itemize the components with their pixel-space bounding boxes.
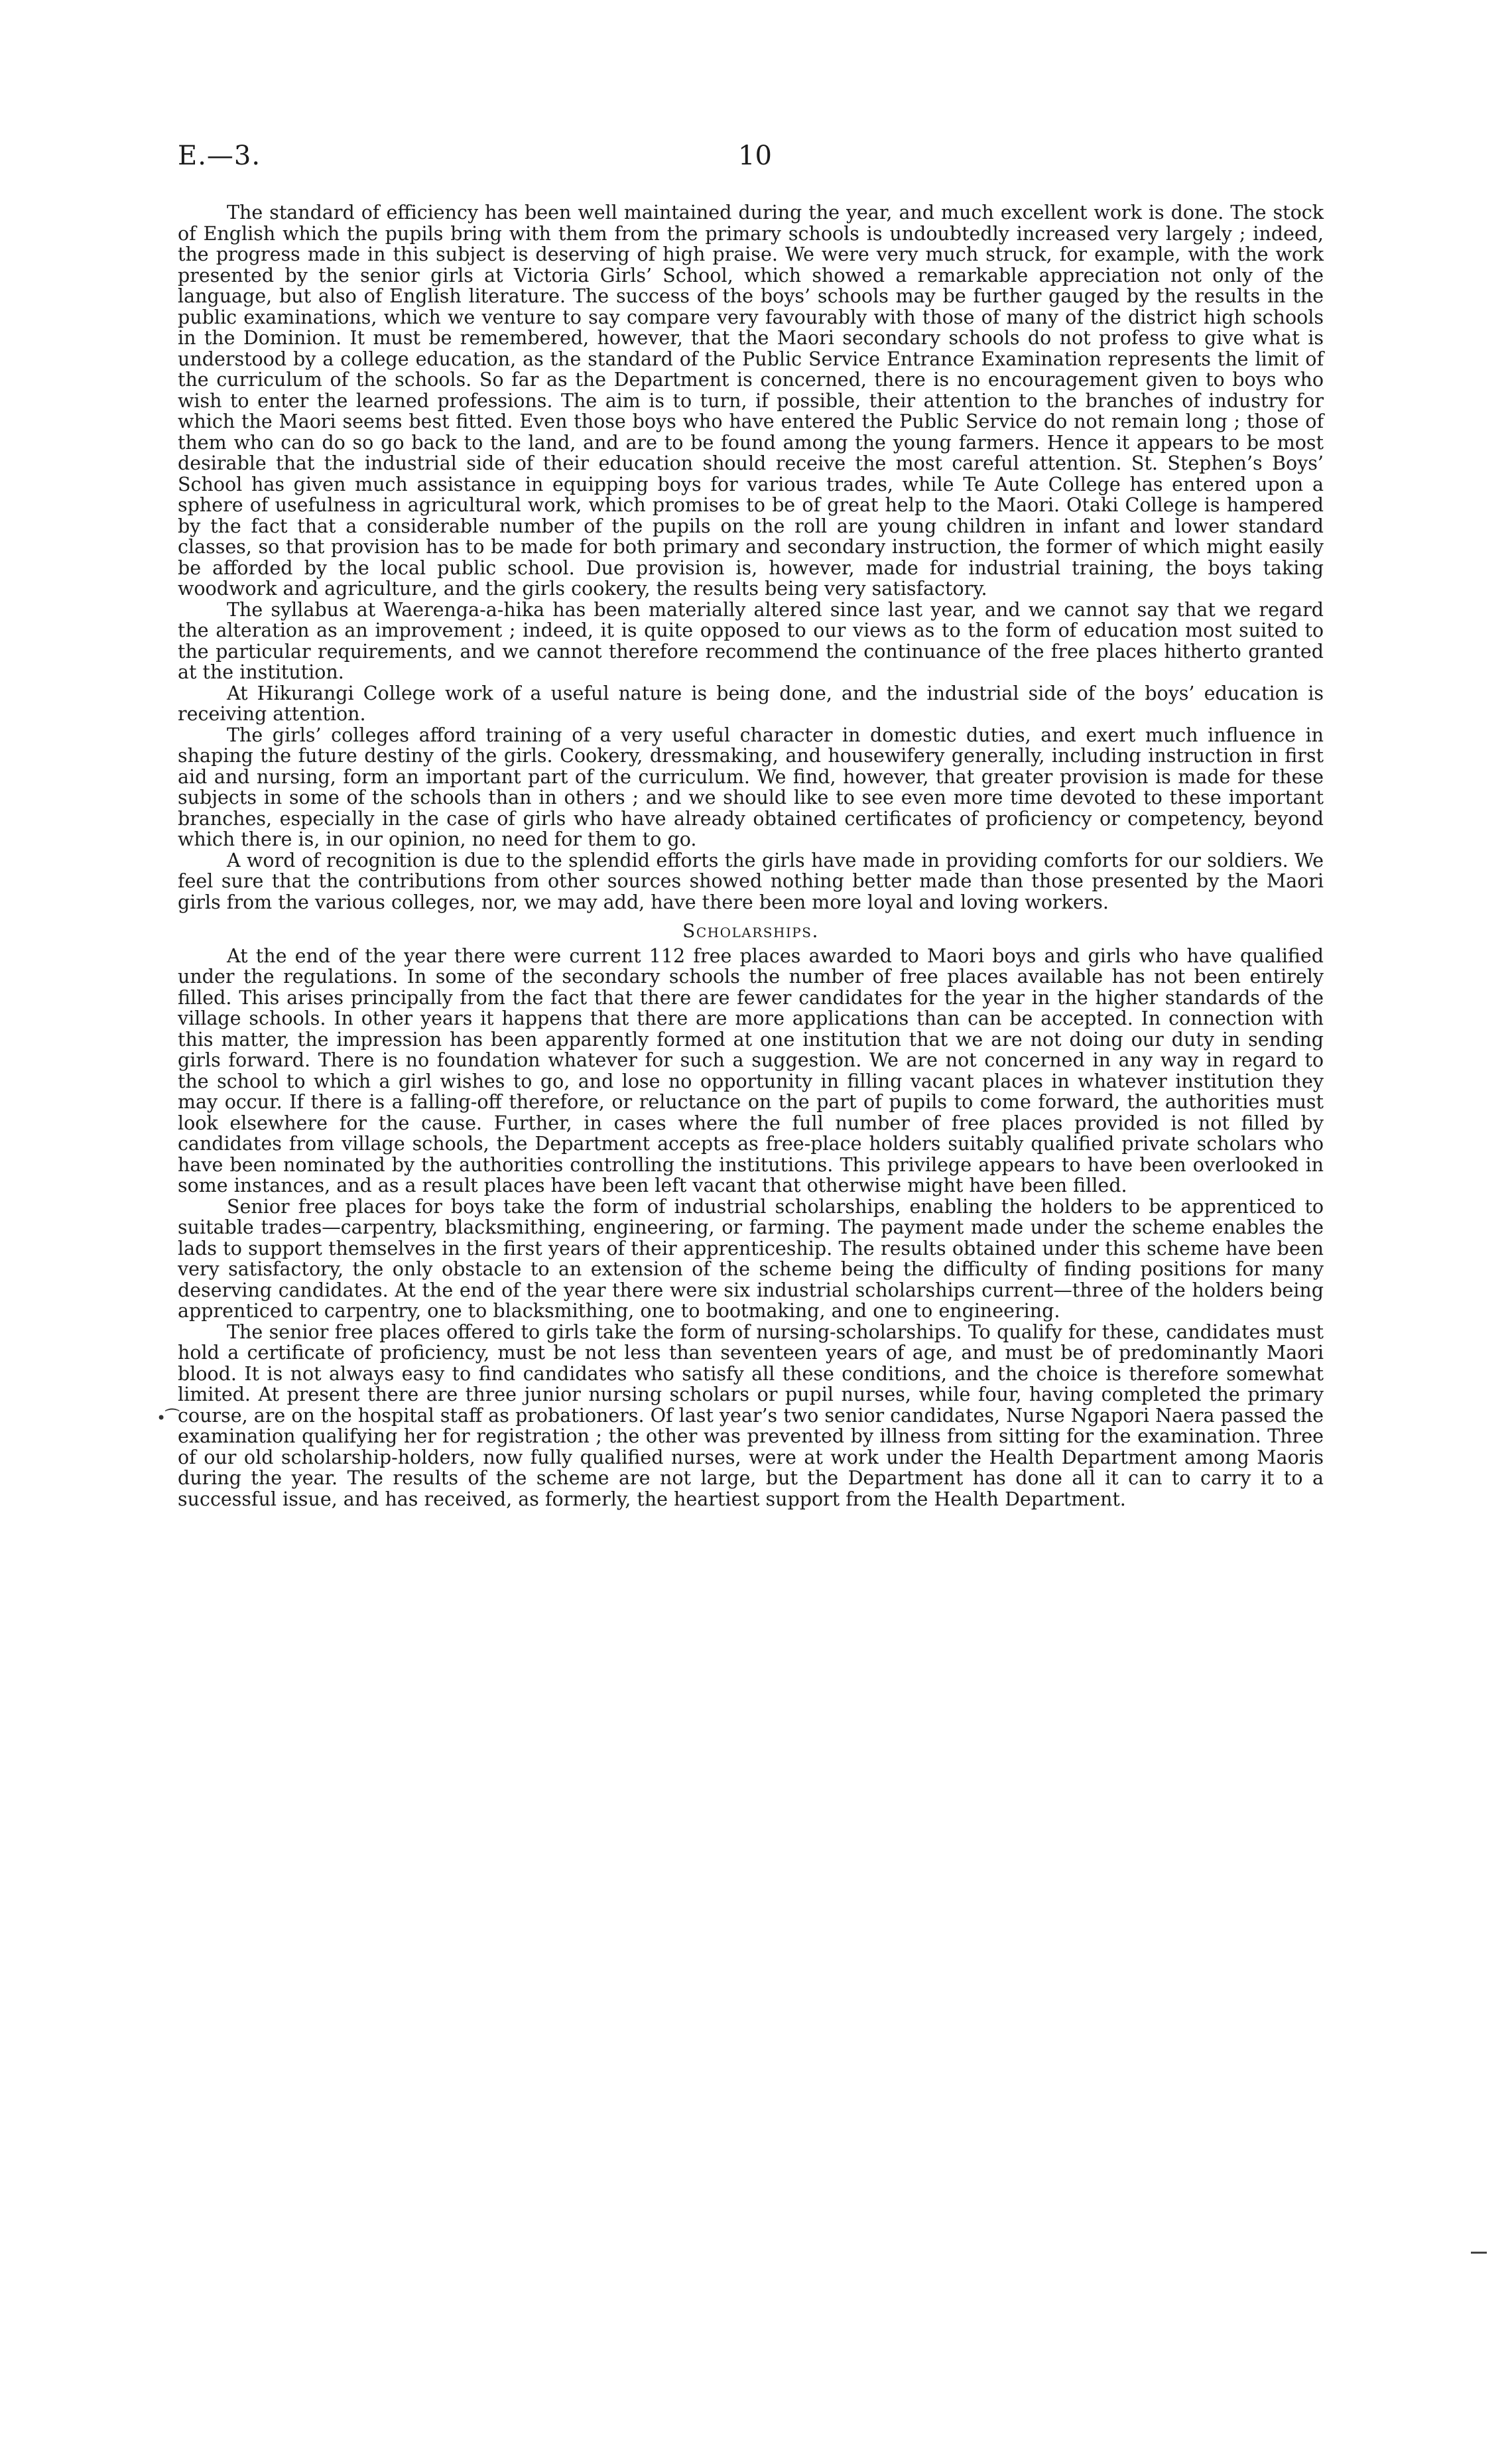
paragraph-girls-colleges: The girls’ colleges afford training of a very useful character in domestic duties, and exert much influence in shaping the future destiny of the girls. Cookery, dressmaking, and housewifery generally, including instruction in first aid and nursing, form an important part of the curriculum. We find, however, that greater provision is made for these subjects in some of the schools than in others ; and we should like to see even more time devoted to these important branches, especially in the case of girls who have already obtained certificates of proficiency or competency, beyond which there is, in our opinion, no need for them to go. (178, 724, 1324, 850)
paragraph-hikurangi: At Hikurangi College work of a useful nature is being done, and the industrial side of the boys’ education is receiving attention. (178, 682, 1324, 725)
document-reference: E.—3. (178, 141, 261, 171)
paragraph-free-places: At the end of the year there were current 112 free places awarded to Maori boys and girls who have qualified under the regulations. In some of the secondary schools the number of free places available has not been entirely filled. This arises principally from the fact that there are fewer candidates for the year in the higher standards of the village schools. In other years it happens that there are more applications than can be accepted. In connection with this matter, the impression has been apparently formed at one institution that we are not doing our duty in sending girls forward. There is no foundation whatever for such a suggestion. We are not concerned in any way in regard to the school to which a girl wishes to go, and lose no opportunity in filling vacant places in whatever institution they may occur. If there is a falling-off therefore, or reluctance on the part of pupils to come forward, the authorities must look elsewhere for the cause. Further, in cases where the full number of free places provided is not filled by candidates from village schools, the Department accepts as free-place holders suitably qualified private scholars who have been nominated by the authorities controlling the institutions. This privilege appears to have been overlooked in some instances, and as a result places have been left vacant that otherwise might have been filled. (178, 944, 1324, 1196)
margin-mark: •⁀ (157, 1409, 179, 1427)
page-number: 10 (738, 141, 772, 171)
body-text (178, 202, 1324, 1510)
paragraph-industrial-scholarships: Senior free places for boys take the form of industrial scholarships, enabling the holders to be apprenticed to suitable trades—carpentry, blacksmithing, engineering, or farming. The payment made under the scheme enables the lads to support themselves in the first years of their apprenticeship. The results obtained under this scheme have been very satisfactory, the only obstacle to an extension of the scheme being the difficulty of finding positions for many deserving candidates. At the end of the year there were six industrial scholarships current—three of the holders being apprenticed to carpentry, one to blacksmithing, one to bootmaking, and one to engineering. (178, 1195, 1324, 1322)
page-header (178, 141, 1332, 180)
paragraph-efficiency: The standard of efficiency has been well maintained during the year, and much excellent work is done. The stock of English which the pupils bring with them from the primary schools is undoubtedly increased very largely ; indeed, the progress made in this subject is deserving of high praise. We were very much struck, for example, with the work presented by the senior girls at Victoria Girls’ School, which showed a remarkable appreciation not only of the language, but also of English literature. The success of the boys’ schools may be further gauged by the results in the public examinations, which we venture to say compare very favourably with those of many of the district high schools in the Dominion. It must be remembered, however, that the Maori secondary schools do not profess to give what is understood by a college education, as the standard of the Public Service Entrance Examination represents the limit of the curriculum of the schools. So far as the Department is concerned, there is no encouragement given to boys who wish to enter the learned professions. The aim is to turn, if possible, their attention to the branches of industry for which the Maori seems best fitted. Even those boys who have entered the Public Service do not remain long ; those of them who can do so go back to the land, and are to be found among the young farmers. Hence it appears to be most desirable that the industrial side of their education should receive the most careful attention. St. Stephen’s Boys’ School has given much assistance in equipping boys for various trades, while Te Aute College has entered upon a sphere of usefulness in agricultural work, which promises to be of great help to the Maori. Otaki College is hampered by the fact that a considerable number of the pupils on the roll are young children in infant and lower standard classes, so that provision has to be made for both primary and secondary instruction, the former of which might easily be afforded by the local public school. Due provision is, however, made for industrial training, the boys taking woodwork and agriculture, and the girls cookery, the results being very satisfactory. (178, 202, 1324, 600)
section-heading-scholarships: Scholarships. (682, 920, 819, 942)
paragraph-nursing-scholarships: The senior free places offered to girls take the form of nursing-scholarships. To qualify for these, candidates must hold a certificate of proficiency, must be not less than seventeen years of age, and must be of predominantly Maori blood. It is not always easy to find candidates who satisfy all these conditions, and the choice is therefore somewhat limited. At present there are three junior nursing scholars or pupil nurses, while four, having completed the primary course, are on the hospital staff as probationers. Of last year’s two senior candidates, Nurse Ngapori Naera passed the examination qualifying her for registration ; the other was prevented by illness from sitting for the examination. Three of our old scholarship-holders, now fully qualified nurses, were at work under the Health Department among Maoris during the year. The results of the scheme are not large, but the Department has done all it can to carry it to a successful issue, and has received, as formerly, the heartiest support from the Health Department. (178, 1320, 1324, 1510)
paragraph-recognition: A word of recognition is due to the splendid efforts the girls have made in providing comforts for our soldiers. We feel sure that the contributions from other sources showed nothing better made than those presented by the Maori girls from the various colleges, nor, we may add, have there been more loyal and loving workers. (178, 849, 1324, 913)
margin-dash (1471, 2252, 1487, 2254)
paragraph-waerenga: The syllabus at Waerenga-a-hika has been materially altered since last year, and we cannot say that we regard the alteration as an improvement ; indeed, it is quite opposed to our views as to the form of education most suited to the particular requirements, and we cannot therefore recommend the continuance of the free places hitherto granted at the institution. (178, 598, 1324, 683)
